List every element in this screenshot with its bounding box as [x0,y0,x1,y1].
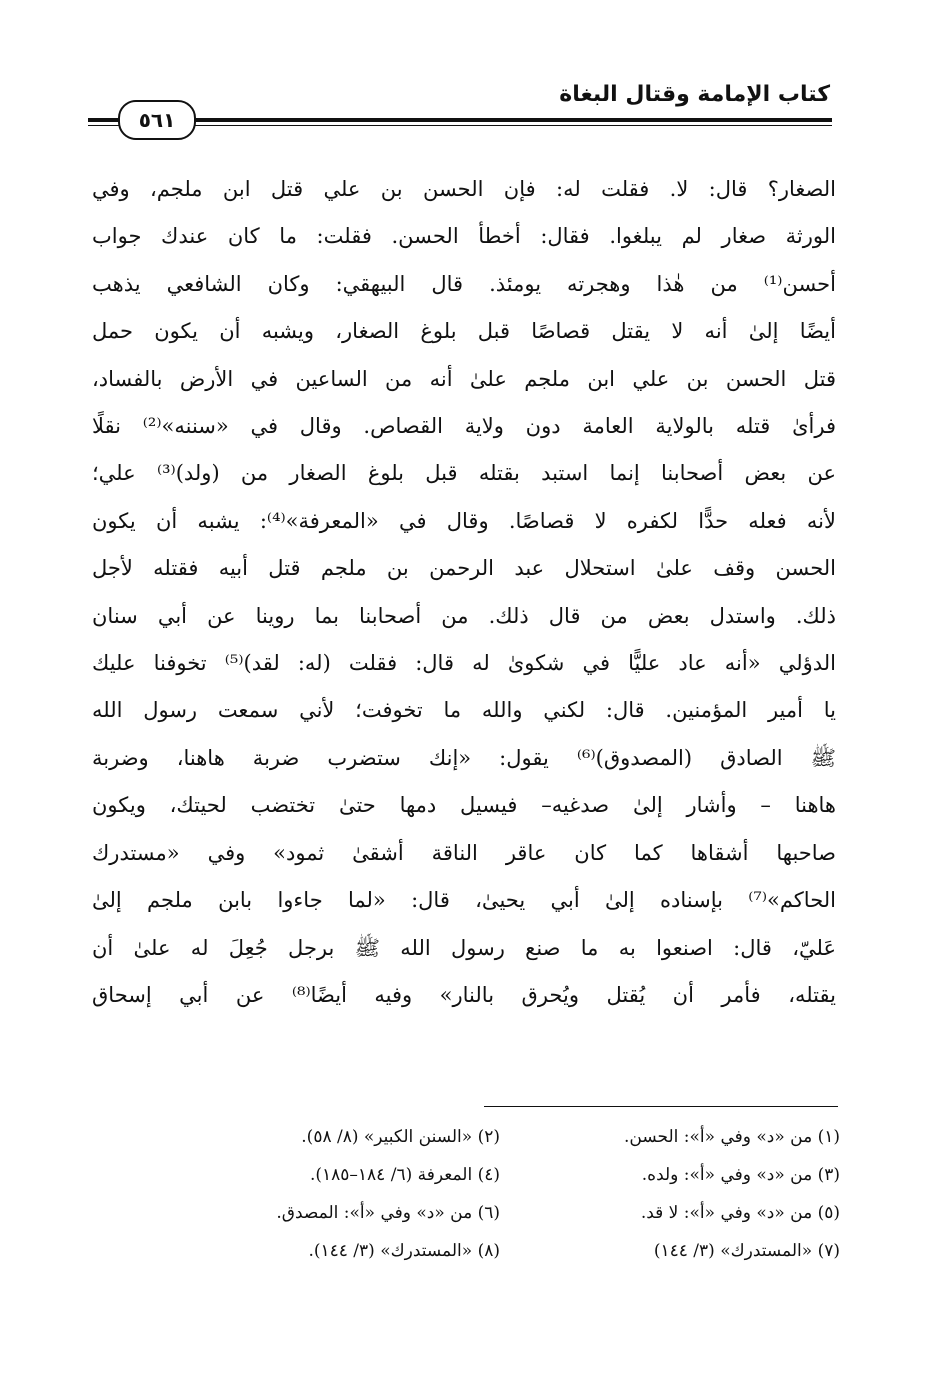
footnotes [180,1122,840,1266]
text-line: عَليّ، قال: اصنعوا به ما صنع رسول الله ﷺ برجل جُعِلَ له علىٰ أن [92,935,836,960]
text-line: فرأىٰ قتله بالولاية العامة دون ولاية القصاص. وقال في «سننه»⁽²⁾ نقلًا [92,414,836,439]
page-number: ٥٦١ [118,100,196,140]
footnote-4: (٤) المعرفة (٦/ ١٨٤–١٨٥). [309,1165,500,1185]
text-line: صاحبها أشقاها كما كان عاقر الناقة أشقىٰ ثمود» وفي «مستدرك [92,840,836,865]
footnote-7: (٧) «المستدرك» (٣/ ١٤٤) [653,1241,840,1261]
running-header-title: كتاب الإمامة وقتال البغاة [559,82,830,107]
text-line: الورثة صغار لم يبلغوا. فقال: أخطأ الحسن. فقلت: ما كان عندك جواب [92,224,836,249]
text-line: الصغار؟ قال: لا. فقلت له: فإن الحسن بن علي قتل ابن ملجم، وفي [92,177,836,201]
text-line: الحاكم»⁽⁷⁾ بإسناده إلىٰ أبي يحيىٰ، قال: «لما جاءوا بابن ملجم إلىٰ [92,888,836,913]
footnote-5: (٥) من «د» وفي «أ»: لا قد. [640,1203,840,1223]
footnote-8: (٨) «المستدرك» (٣/ ١٤٤). [308,1241,500,1261]
text-line: أحسن⁽¹⁾ من هٰذا وهجرته يومئذ. قال البيهقي: وكان الشافعي يذهب [92,271,836,296]
text-line: أيضًا إلىٰ أنه لا يقتل قصاصًا قبل بلوغ الصغار، ويشبه أن يكون حمل [92,319,836,344]
main-text [92,166,836,1019]
text-line: عن بعض أصحابنا إنما استبد بقتله قبل بلوغ الصغار من (ولد)⁽³⁾ علي؛ [92,461,836,486]
text-line: الدؤلي «أنه عاد عليًّا في شكوىٰ له قال: فقلت (له: لقد)⁽⁵⁾ تخوفنا عليك [92,651,836,676]
text-line: يا أمير المؤمنين. قال: لكني والله ما تخوفت؛ لأني سمعت رسول الله [92,698,836,723]
footnote-1: (١) من «د» وفي «أ»: الحسن. [624,1127,840,1147]
header-rule-thick [88,118,832,122]
text-line: لأنه فعله حدًّا لكفره لا قصاصًا. وقال في «المعرفة»⁽⁴⁾: يشبه أن يكون [92,508,837,533]
text-line: ﷺ الصادق (المصدوق)⁽⁶⁾ يقول: «إنك ستضرب ضربة هاهنا، وضربة [92,745,836,770]
header-rule-thin [88,125,832,126]
footnote-separator [484,1106,838,1107]
footnote-6: (٦) من «د» وفي «أ»: المصدق. [276,1203,500,1223]
text-line: يقتله، فأمر أن يُقتل ويُحرق بالنار» وفيه أيضًا⁽⁸⁾ عن أبي إسحاق [92,982,836,1007]
text-line: قتل الحسن بن علي ابن ملجم علىٰ أنه من الساعين في الأرض بالفساد، [92,366,836,391]
text-line: ذلك. واستدل بعض من قال ذلك. من أصحابنا بما روينا عن أبي سنان [92,603,836,628]
text-line: الحسن وقف علىٰ استحلال عبد الرحمن بن ملجم قتل أبيه فقتله لأجل [92,556,836,581]
footnote-3: (٣) من «د» وفي «أ»: ولده. [641,1165,840,1185]
footnote-2: (٢) «السنن الكبير» (٨/ ٥٨). [301,1127,500,1147]
text-line: هاهنا – وأشار إلىٰ صدغيه– فيسيل دمها حتىٰ تختضب لحيتك، ويكون [92,793,836,818]
